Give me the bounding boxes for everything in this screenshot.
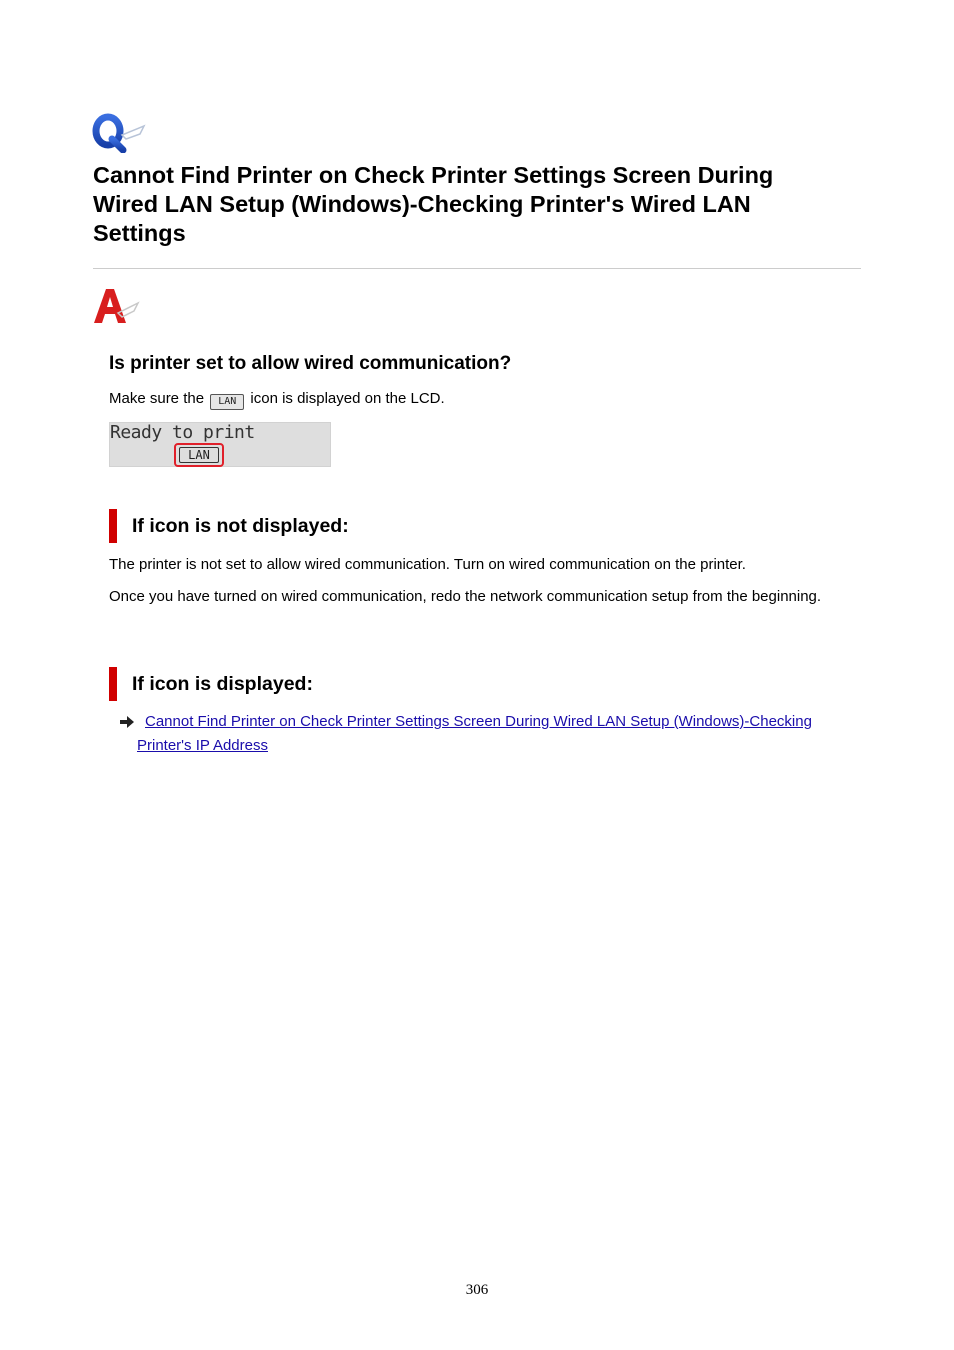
check-instruction [109,387,445,411]
question-q-icon [92,113,148,153]
ip-address-link[interactable]: Cannot Find Printer on Check Printer Settings Screen During Wired LAN Setup (Windows)-Checking Printer's IP Address [137,713,812,754]
displayed-heading: If icon is displayed: [109,667,313,701]
lcd-status-text: Ready to print [110,422,255,443]
divider [93,268,861,269]
check-heading: Is printer set to allow wired communication? [109,353,512,374]
lcd-lan-icon: LAN [179,447,219,463]
page-title: Cannot Find Printer on Check Printer Settings Screen During Wired LAN Setup (Windows)-Checking Printer's Wired LAN Settings [93,162,774,246]
related-link-item [119,710,869,758]
lcd-screen-image [109,422,331,467]
not-displayed-paragraph-1: The printer is not set to allow wired communication. Turn on wired communication on the printer. [109,556,746,573]
not-displayed-paragraph-2: Once you have turned on wired communication, redo the network communication setup from the beginning. [109,588,822,605]
not-displayed-heading: If icon is not displayed: [109,509,349,543]
page-number: 306 [465,1282,489,1298]
instruction-text-after: icon is displayed on the LCD. [250,390,445,407]
lcd-lan-highlight [174,443,224,467]
lan-icon: LAN [210,394,244,410]
right-arrow-icon [119,715,135,729]
instruction-text-before: Make sure the [109,390,205,407]
answer-a-icon [92,287,140,325]
